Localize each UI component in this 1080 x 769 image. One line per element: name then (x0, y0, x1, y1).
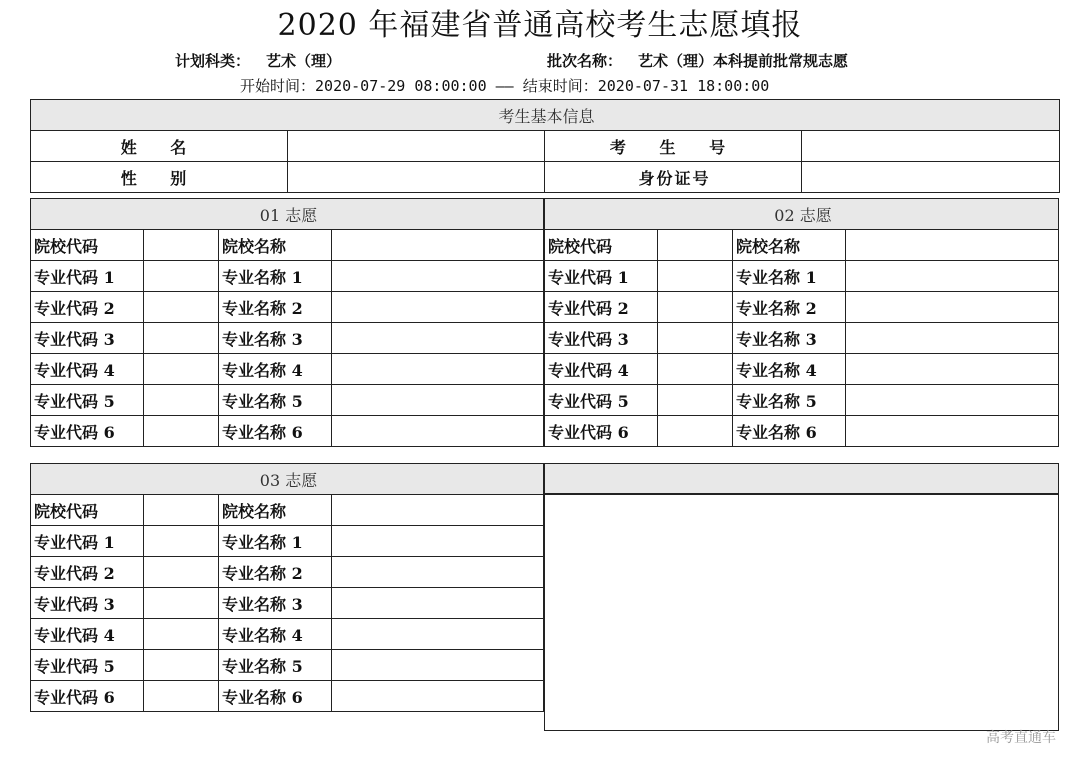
major-name-field[interactable] (846, 292, 1059, 323)
major-code-field[interactable] (144, 416, 219, 447)
school-name-field[interactable] (332, 495, 544, 526)
major-code-label: 专业代码 6 (545, 416, 658, 447)
major-name-field[interactable] (332, 385, 544, 416)
major-code-field[interactable] (144, 526, 219, 557)
major-code-label: 专业代码 6 (31, 681, 144, 712)
major-code-label: 专业代码 2 (31, 557, 144, 588)
exam-no-label: 考 生 号 (545, 131, 802, 162)
major-row (545, 416, 1059, 447)
major-row (545, 354, 1059, 385)
major-code-field[interactable] (144, 261, 219, 292)
plan-category-label: 计划科类： (175, 52, 251, 70)
separator: —— (495, 77, 514, 95)
major-name-label: 专业名称 5 (733, 385, 846, 416)
basic-info-header: 考生基本信息 (31, 100, 1060, 131)
major-code-label: 专业代码 5 (31, 650, 144, 681)
watermark: 高考直通车 (986, 730, 1056, 746)
empty-header (545, 464, 1059, 495)
major-name-field[interactable] (332, 681, 544, 712)
empty-header-table (544, 463, 1059, 495)
major-name-label: 专业名称 6 (733, 416, 846, 447)
major-name-label: 专业名称 1 (733, 261, 846, 292)
start-value: 2020-07-29 08:00:00 (315, 77, 487, 95)
major-code-field[interactable] (658, 261, 733, 292)
major-name-label: 专业名称 5 (219, 385, 332, 416)
school-code-label: 院校代码 (545, 230, 658, 261)
major-code-label: 专业代码 6 (31, 416, 144, 447)
school-name-field[interactable] (332, 230, 544, 261)
major-name-field[interactable] (332, 619, 544, 650)
major-code-field[interactable] (144, 619, 219, 650)
choice-01-table (30, 198, 544, 447)
major-name-field[interactable] (332, 292, 544, 323)
start-label: 开始时间： (240, 77, 316, 95)
major-code-field[interactable] (144, 385, 219, 416)
major-name-label: 专业名称 2 (733, 292, 846, 323)
name-label: 姓 名 (31, 131, 288, 162)
major-name-field[interactable] (332, 354, 544, 385)
school-code-label: 院校代码 (31, 230, 144, 261)
major-code-field[interactable] (144, 323, 219, 354)
id-label: 身份证号 (545, 162, 802, 193)
major-row (31, 292, 544, 323)
major-code-label: 专业代码 4 (545, 354, 658, 385)
major-name-label: 专业名称 4 (219, 619, 332, 650)
major-name-field[interactable] (846, 416, 1059, 447)
id-field[interactable] (802, 162, 1060, 193)
major-row (31, 354, 544, 385)
major-row (31, 588, 544, 619)
major-name-label: 专业名称 4 (733, 354, 846, 385)
major-name-field[interactable] (846, 261, 1059, 292)
major-code-field[interactable] (658, 416, 733, 447)
choice-header: 02 志愿 (545, 199, 1059, 230)
choice-header: 03 志愿 (31, 464, 544, 495)
major-code-label: 专业代码 3 (31, 588, 144, 619)
major-row (31, 619, 544, 650)
school-code-field[interactable] (658, 230, 733, 261)
major-code-label: 专业代码 1 (545, 261, 658, 292)
major-code-label: 专业代码 2 (545, 292, 658, 323)
major-name-label: 专业名称 2 (219, 557, 332, 588)
major-name-field[interactable] (332, 650, 544, 681)
major-code-field[interactable] (144, 588, 219, 619)
school-code-field[interactable] (144, 495, 219, 526)
major-code-field[interactable] (658, 323, 733, 354)
major-row (31, 526, 544, 557)
major-row (545, 323, 1059, 354)
major-row (31, 557, 544, 588)
choice-02-table (544, 198, 1059, 447)
major-code-field[interactable] (144, 681, 219, 712)
gender-label: 性 别 (31, 162, 288, 193)
major-name-label: 专业名称 3 (219, 323, 332, 354)
school-code-field[interactable] (144, 230, 219, 261)
major-code-field[interactable] (144, 292, 219, 323)
major-row (31, 385, 544, 416)
page-title: 2020 年福建省普通高校考生志愿填报 (277, 8, 803, 43)
major-row (545, 292, 1059, 323)
major-name-label: 专业名称 5 (219, 650, 332, 681)
major-code-field[interactable] (144, 557, 219, 588)
school-code-label: 院校代码 (31, 495, 144, 526)
end-label: 结束时间： (522, 77, 598, 95)
major-name-field[interactable] (846, 354, 1059, 385)
major-code-label: 专业代码 5 (31, 385, 144, 416)
major-name-label: 专业名称 1 (219, 526, 332, 557)
major-row (545, 261, 1059, 292)
major-name-label: 专业名称 6 (219, 681, 332, 712)
batch-value: 艺术（理）本科提前批常规志愿 (638, 52, 849, 70)
major-name-label: 专业名称 1 (219, 261, 332, 292)
major-name-field[interactable] (846, 323, 1059, 354)
major-name-field[interactable] (332, 323, 544, 354)
major-code-field[interactable] (144, 650, 219, 681)
major-name-field[interactable] (332, 416, 544, 447)
major-row (545, 385, 1059, 416)
major-row (31, 261, 544, 292)
major-code-field[interactable] (658, 292, 733, 323)
school-name-field[interactable] (846, 230, 1059, 261)
batch-name (547, 52, 848, 70)
major-name-label: 专业名称 4 (219, 354, 332, 385)
time-range (240, 77, 769, 95)
major-code-label: 专业代码 3 (31, 323, 144, 354)
gender-field[interactable] (288, 162, 545, 193)
major-code-label: 专业代码 5 (545, 385, 658, 416)
major-row (31, 650, 544, 681)
major-code-label: 专业代码 3 (545, 323, 658, 354)
major-code-field[interactable] (144, 354, 219, 385)
end-value: 2020-07-31 18:00:00 (597, 77, 770, 95)
major-code-label: 专业代码 4 (31, 354, 144, 385)
major-name-field[interactable] (332, 261, 544, 292)
name-field[interactable] (288, 131, 545, 162)
plan-category (175, 52, 341, 70)
school-name-label: 院校名称 (733, 230, 846, 261)
plan-category-value: 艺术（理） (266, 52, 342, 70)
school-name-label: 院校名称 (219, 230, 332, 261)
batch-label: 批次名称： (547, 52, 623, 70)
major-code-label: 专业代码 2 (31, 292, 144, 323)
choice-03-table (30, 463, 544, 712)
major-code-field[interactable] (658, 385, 733, 416)
school-name-label: 院校名称 (219, 495, 332, 526)
major-name-field[interactable] (332, 588, 544, 619)
exam-no-field[interactable] (802, 131, 1060, 162)
major-row (31, 323, 544, 354)
major-row (31, 416, 544, 447)
choice-header: 01 志愿 (31, 199, 544, 230)
major-name-field[interactable] (846, 385, 1059, 416)
major-code-label: 专业代码 1 (31, 526, 144, 557)
major-name-field[interactable] (332, 526, 544, 557)
major-code-label: 专业代码 1 (31, 261, 144, 292)
major-row (31, 681, 544, 712)
major-name-label: 专业名称 3 (219, 588, 332, 619)
major-code-label: 专业代码 4 (31, 619, 144, 650)
major-name-label: 专业名称 6 (219, 416, 332, 447)
basic-info-table (30, 99, 1060, 193)
empty-area (544, 493, 1059, 731)
major-code-field[interactable] (658, 354, 733, 385)
major-name-label: 专业名称 2 (219, 292, 332, 323)
major-name-label: 专业名称 3 (733, 323, 846, 354)
major-name-field[interactable] (332, 557, 544, 588)
